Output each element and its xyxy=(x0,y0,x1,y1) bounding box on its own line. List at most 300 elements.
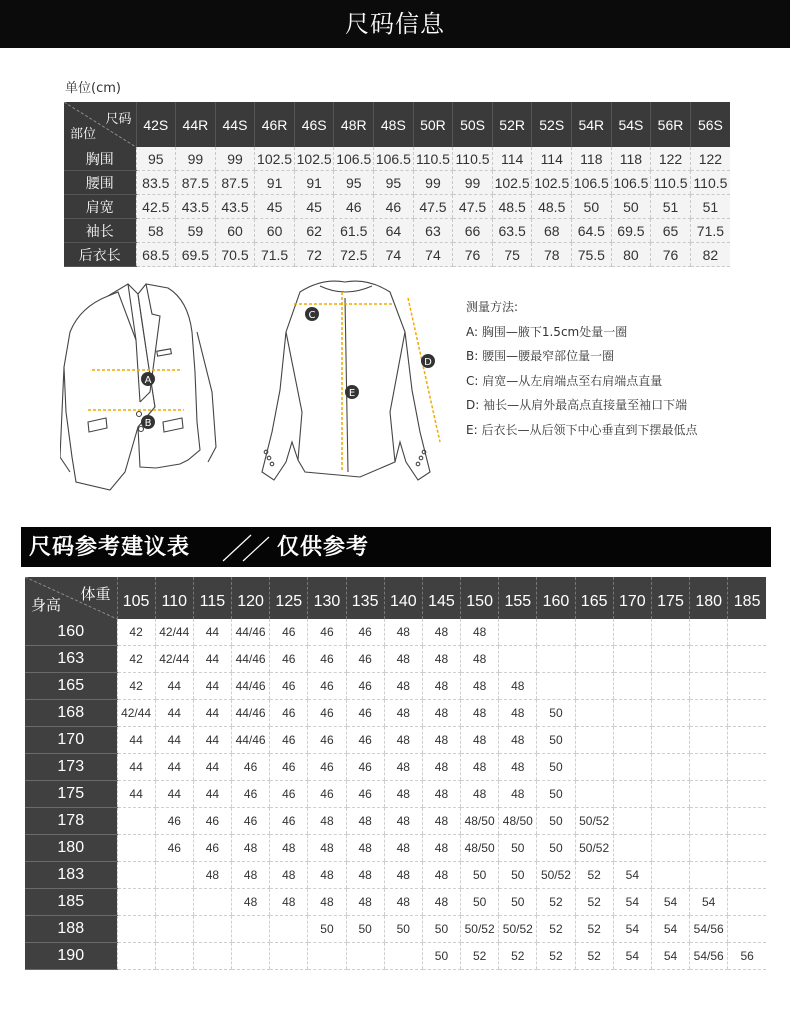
table-cell: 54 xyxy=(613,916,651,943)
table-cell xyxy=(155,916,193,943)
table-cell: 54 xyxy=(613,943,651,970)
table-cell: 48 xyxy=(461,727,499,754)
table-cell: 48 xyxy=(308,889,346,916)
table-cell xyxy=(575,727,613,754)
table-cell xyxy=(690,727,728,754)
measure-item-b: B: 腰围—腰最窄部位量一圈 xyxy=(466,349,615,363)
table-cell xyxy=(346,943,384,970)
table-cell: 95 xyxy=(374,171,414,195)
table-row xyxy=(64,171,730,195)
table-cell xyxy=(690,862,728,889)
table-cell: 48 xyxy=(422,754,460,781)
table-cell: 44 xyxy=(155,754,193,781)
row-label: 肩宽 xyxy=(64,195,136,219)
weight-header-cell: 180 xyxy=(690,577,728,619)
weight-header-cell: 140 xyxy=(384,577,422,619)
table-cell: 46 xyxy=(155,808,193,835)
weight-header-cell: 160 xyxy=(537,577,575,619)
weight-header-cell: 105 xyxy=(117,577,155,619)
table-cell: 106.5 xyxy=(572,171,612,195)
table-cell xyxy=(499,619,537,646)
table-cell: 50 xyxy=(461,889,499,916)
table-cell: 71.5 xyxy=(255,243,295,267)
table-cell: 46 xyxy=(346,781,384,808)
table-cell: 43.5 xyxy=(215,195,255,219)
table-cell: 48 xyxy=(346,889,384,916)
table-cell: 48 xyxy=(461,754,499,781)
table-row xyxy=(25,781,766,808)
size-header-cell: 44R xyxy=(176,102,216,147)
table-cell xyxy=(308,943,346,970)
table-cell xyxy=(613,808,651,835)
table-row xyxy=(25,754,766,781)
table-cell: 80 xyxy=(611,243,651,267)
table-cell xyxy=(728,889,766,916)
table-row xyxy=(25,889,766,916)
table-cell: 76 xyxy=(453,243,493,267)
table-cell: 48 xyxy=(422,673,460,700)
table-cell xyxy=(690,781,728,808)
table-cell: 54 xyxy=(613,862,651,889)
table-cell: 50/52 xyxy=(537,862,575,889)
table-cell: 50 xyxy=(537,808,575,835)
row-label: 胸围 xyxy=(64,147,136,171)
table-cell: 52 xyxy=(537,916,575,943)
table-cell: 48 xyxy=(422,646,460,673)
table-cell: 91 xyxy=(255,171,295,195)
table-cell: 44 xyxy=(193,754,231,781)
table-cell: 46 xyxy=(270,700,308,727)
table-cell: 54/56 xyxy=(690,943,728,970)
corner-size-label: 尺码 xyxy=(105,111,132,126)
table-cell xyxy=(728,727,766,754)
table-cell: 42.5 xyxy=(136,195,176,219)
table-cell: 48 xyxy=(499,727,537,754)
table-cell: 52 xyxy=(461,943,499,970)
table-cell: 48 xyxy=(232,889,270,916)
table-cell xyxy=(651,835,689,862)
table-cell: 42 xyxy=(117,619,155,646)
table-cell xyxy=(155,862,193,889)
table-cell: 70.5 xyxy=(215,243,255,267)
weight-header-cell: 110 xyxy=(155,577,193,619)
table-cell: 46 xyxy=(308,646,346,673)
size-header-cell: 54S xyxy=(611,102,651,147)
table-cell xyxy=(117,916,155,943)
table-cell xyxy=(728,808,766,835)
table-cell: 50 xyxy=(537,700,575,727)
table-cell: 48 xyxy=(308,808,346,835)
measure-item-c: C: 肩宽—从左肩端点至右肩端点直量 xyxy=(466,373,663,388)
size-header-cell: 48S xyxy=(374,102,414,147)
table-cell: 99 xyxy=(215,147,255,171)
table-cell xyxy=(232,916,270,943)
table-cell xyxy=(690,754,728,781)
table-cell: 83.5 xyxy=(136,171,176,195)
table-cell: 102.5 xyxy=(294,147,334,171)
table-cell: 99 xyxy=(413,171,453,195)
table-cell: 72 xyxy=(294,243,334,267)
table-row xyxy=(25,943,766,970)
table-cell xyxy=(613,835,651,862)
table-cell: 50 xyxy=(461,862,499,889)
marker-a: A xyxy=(144,375,152,386)
table-cell: 63 xyxy=(413,219,453,243)
table-cell xyxy=(690,646,728,673)
unit-label: 单位(cm) xyxy=(65,81,121,96)
table-cell: 44 xyxy=(117,727,155,754)
size-header-cell: 52S xyxy=(532,102,572,147)
table-cell: 52 xyxy=(575,889,613,916)
table-cell xyxy=(613,619,651,646)
table-cell: 54 xyxy=(690,889,728,916)
table-cell xyxy=(651,781,689,808)
weight-header-cell: 115 xyxy=(193,577,231,619)
table-cell: 61.5 xyxy=(334,219,374,243)
table-cell xyxy=(651,646,689,673)
table-cell xyxy=(270,916,308,943)
table-cell: 52 xyxy=(499,943,537,970)
table-cell: 44 xyxy=(117,754,155,781)
table-cell: 48 xyxy=(193,862,231,889)
height-label: 180 xyxy=(25,835,117,862)
table-cell xyxy=(651,700,689,727)
table-cell: 46 xyxy=(232,754,270,781)
table-cell: 45 xyxy=(294,195,334,219)
table-cell: 48 xyxy=(346,862,384,889)
table-cell: 64.5 xyxy=(572,219,612,243)
table-cell: 106.5 xyxy=(334,147,374,171)
table-cell: 46 xyxy=(346,673,384,700)
table-cell: 52 xyxy=(575,916,613,943)
table-cell xyxy=(651,754,689,781)
suit-diagram xyxy=(60,272,460,492)
table-cell xyxy=(728,700,766,727)
size-table-corner xyxy=(64,102,136,147)
table-cell: 50 xyxy=(499,835,537,862)
table-cell: 54 xyxy=(651,916,689,943)
reference-title: 尺码参考建议表 xyxy=(29,534,191,560)
measure-item-d: D: 袖长—从肩外最高点直接量至袖口下端 xyxy=(466,398,688,412)
table-cell: 48 xyxy=(499,700,537,727)
size-header-cell: 56S xyxy=(690,102,730,147)
table-cell: 48 xyxy=(308,835,346,862)
table-cell xyxy=(193,916,231,943)
table-cell: 102.5 xyxy=(255,147,295,171)
table-cell: 60 xyxy=(255,219,295,243)
table-cell: 46 xyxy=(270,619,308,646)
table-cell: 122 xyxy=(651,147,691,171)
table-cell xyxy=(690,835,728,862)
table-cell xyxy=(537,619,575,646)
table-cell xyxy=(117,808,155,835)
table-cell xyxy=(728,916,766,943)
weight-header-cell: 170 xyxy=(613,577,651,619)
table-row xyxy=(64,219,730,243)
table-cell xyxy=(690,700,728,727)
table-cell: 50 xyxy=(537,835,575,862)
table-cell: 50/52 xyxy=(461,916,499,943)
table-cell: 46 xyxy=(346,646,384,673)
table-cell: 48 xyxy=(346,808,384,835)
table-cell: 44/46 xyxy=(232,646,270,673)
table-cell xyxy=(155,943,193,970)
table-cell: 110.5 xyxy=(651,171,691,195)
weight-header-cell: 135 xyxy=(346,577,384,619)
table-cell: 42/44 xyxy=(155,619,193,646)
table-cell: 65 xyxy=(651,219,691,243)
table-cell: 76 xyxy=(651,243,691,267)
reference-table-corner xyxy=(25,577,117,619)
table-cell xyxy=(575,646,613,673)
table-cell: 48 xyxy=(499,673,537,700)
table-cell xyxy=(155,889,193,916)
table-cell: 91 xyxy=(294,171,334,195)
table-cell: 42/44 xyxy=(155,646,193,673)
table-cell: 50 xyxy=(537,754,575,781)
table-cell xyxy=(193,889,231,916)
table-cell xyxy=(728,754,766,781)
table-cell xyxy=(499,646,537,673)
table-cell: 48 xyxy=(422,889,460,916)
table-cell: 50 xyxy=(308,916,346,943)
table-cell: 46 xyxy=(334,195,374,219)
height-label: 185 xyxy=(25,889,117,916)
marker-e: E xyxy=(348,388,356,399)
table-cell xyxy=(651,808,689,835)
table-cell xyxy=(575,754,613,781)
size-header-cell: 44S xyxy=(215,102,255,147)
table-cell: 46 xyxy=(346,700,384,727)
table-cell: 48 xyxy=(384,889,422,916)
table-cell: 71.5 xyxy=(690,219,730,243)
table-cell: 48 xyxy=(270,862,308,889)
jacket-front-drawing xyxy=(60,284,216,490)
table-cell: 50 xyxy=(422,943,460,970)
table-cell: 52 xyxy=(537,889,575,916)
table-cell xyxy=(613,727,651,754)
table-cell: 46 xyxy=(193,808,231,835)
table-cell: 44 xyxy=(117,781,155,808)
table-cell: 48 xyxy=(346,835,384,862)
table-cell: 110.5 xyxy=(453,147,493,171)
table-cell: 48 xyxy=(384,835,422,862)
table-cell: 54 xyxy=(651,943,689,970)
table-cell: 48 xyxy=(422,700,460,727)
weight-header-cell: 185 xyxy=(728,577,766,619)
table-cell: 54/56 xyxy=(690,916,728,943)
table-cell: 54 xyxy=(651,889,689,916)
table-cell xyxy=(651,727,689,754)
size-header-cell: 48R xyxy=(334,102,374,147)
table-cell: 50 xyxy=(422,916,460,943)
table-cell: 95 xyxy=(334,171,374,195)
table-cell: 46 xyxy=(270,754,308,781)
table-cell: 50 xyxy=(572,195,612,219)
table-cell xyxy=(232,943,270,970)
table-cell: 46 xyxy=(232,781,270,808)
table-cell xyxy=(117,889,155,916)
table-cell: 48 xyxy=(384,646,422,673)
table-cell: 58 xyxy=(136,219,176,243)
table-cell xyxy=(728,673,766,700)
table-cell xyxy=(575,619,613,646)
table-cell: 110.5 xyxy=(413,147,453,171)
table-cell xyxy=(613,646,651,673)
table-cell xyxy=(651,619,689,646)
table-cell: 102.5 xyxy=(532,171,572,195)
table-cell: 54 xyxy=(613,889,651,916)
table-cell xyxy=(728,862,766,889)
table-cell: 50 xyxy=(537,781,575,808)
table-cell: 87.5 xyxy=(176,171,216,195)
table-cell: 52 xyxy=(537,943,575,970)
size-header-cell: 46R xyxy=(255,102,295,147)
table-row xyxy=(25,727,766,754)
table-cell: 42 xyxy=(117,646,155,673)
corner-height-label: 身高 xyxy=(31,597,62,614)
table-cell: 50 xyxy=(611,195,651,219)
height-label: 175 xyxy=(25,781,117,808)
table-cell: 46 xyxy=(374,195,414,219)
table-cell: 48 xyxy=(232,862,270,889)
table-cell: 44/46 xyxy=(232,673,270,700)
weight-header-cell: 165 xyxy=(575,577,613,619)
table-cell: 82 xyxy=(690,243,730,267)
weight-header-cell: 150 xyxy=(461,577,499,619)
table-cell: 46 xyxy=(308,700,346,727)
table-cell xyxy=(728,835,766,862)
table-cell: 60 xyxy=(215,219,255,243)
table-cell xyxy=(613,781,651,808)
table-cell: 44 xyxy=(193,646,231,673)
size-chart-table xyxy=(64,102,730,267)
height-label: 183 xyxy=(25,862,117,889)
reference-table xyxy=(25,577,766,970)
table-cell: 78 xyxy=(532,243,572,267)
table-cell: 46 xyxy=(346,619,384,646)
table-cell: 46 xyxy=(270,646,308,673)
table-cell xyxy=(117,943,155,970)
table-cell: 52 xyxy=(575,862,613,889)
table-cell: 46 xyxy=(270,808,308,835)
banner-slash xyxy=(221,531,271,563)
table-row xyxy=(25,862,766,889)
height-label: 165 xyxy=(25,673,117,700)
table-cell: 50 xyxy=(384,916,422,943)
table-cell: 44 xyxy=(193,727,231,754)
table-cell: 48 xyxy=(232,835,270,862)
size-header-cell: 54R xyxy=(572,102,612,147)
table-cell xyxy=(384,943,422,970)
table-cell xyxy=(575,781,613,808)
table-row xyxy=(25,646,766,673)
weight-header-cell: 145 xyxy=(422,577,460,619)
height-label: 178 xyxy=(25,808,117,835)
table-cell: 44 xyxy=(193,619,231,646)
table-cell: 118 xyxy=(572,147,612,171)
height-label: 188 xyxy=(25,916,117,943)
table-cell: 48/50 xyxy=(461,835,499,862)
table-cell xyxy=(537,673,575,700)
table-cell: 50/52 xyxy=(575,808,613,835)
table-cell: 46 xyxy=(270,727,308,754)
table-cell: 45 xyxy=(255,195,295,219)
reference-banner xyxy=(21,527,771,567)
table-cell xyxy=(690,673,728,700)
table-cell: 46 xyxy=(346,727,384,754)
table-cell: 62 xyxy=(294,219,334,243)
table-cell: 46 xyxy=(346,754,384,781)
table-cell: 72.5 xyxy=(334,243,374,267)
table-cell: 63.5 xyxy=(492,219,532,243)
table-cell: 99 xyxy=(453,171,493,195)
table-cell: 48/50 xyxy=(461,808,499,835)
table-cell: 48 xyxy=(461,646,499,673)
height-label: 173 xyxy=(25,754,117,781)
table-cell xyxy=(270,943,308,970)
table-cell: 48 xyxy=(384,673,422,700)
table-cell: 44 xyxy=(155,700,193,727)
table-cell: 48 xyxy=(384,781,422,808)
table-cell: 48 xyxy=(422,619,460,646)
table-cell: 48 xyxy=(422,727,460,754)
table-cell: 48 xyxy=(384,754,422,781)
size-header-cell: 56R xyxy=(651,102,691,147)
size-header-cell: 50R xyxy=(413,102,453,147)
table-cell xyxy=(193,943,231,970)
table-cell xyxy=(651,862,689,889)
table-cell: 46 xyxy=(308,781,346,808)
table-cell: 44 xyxy=(193,781,231,808)
table-cell xyxy=(575,673,613,700)
weight-header-cell: 175 xyxy=(651,577,689,619)
row-label: 腰围 xyxy=(64,171,136,195)
table-cell: 48 xyxy=(422,808,460,835)
table-cell: 110.5 xyxy=(690,171,730,195)
table-cell: 48 xyxy=(499,754,537,781)
weight-header-cell: 130 xyxy=(308,577,346,619)
table-cell: 48.5 xyxy=(492,195,532,219)
table-cell xyxy=(117,862,155,889)
table-cell: 50 xyxy=(537,727,575,754)
table-cell: 44 xyxy=(155,673,193,700)
weight-header-cell: 125 xyxy=(270,577,308,619)
table-cell xyxy=(728,781,766,808)
table-cell: 52 xyxy=(575,943,613,970)
table-cell: 46 xyxy=(270,781,308,808)
table-cell: 46 xyxy=(193,835,231,862)
size-header-cell: 52R xyxy=(492,102,532,147)
table-cell: 102.5 xyxy=(492,171,532,195)
table-cell: 114 xyxy=(532,147,572,171)
table-cell: 68.5 xyxy=(136,243,176,267)
table-cell xyxy=(575,700,613,727)
weight-header-cell: 120 xyxy=(232,577,270,619)
table-cell xyxy=(117,835,155,862)
measure-method xyxy=(466,295,697,442)
row-label: 后衣长 xyxy=(64,243,136,267)
table-cell: 44/46 xyxy=(232,727,270,754)
table-cell: 42/44 xyxy=(117,700,155,727)
height-label: 170 xyxy=(25,727,117,754)
jacket-back-drawing xyxy=(262,281,430,480)
size-header-cell: 46S xyxy=(294,102,334,147)
table-cell: 44 xyxy=(155,781,193,808)
table-cell: 47.5 xyxy=(413,195,453,219)
table-cell: 51 xyxy=(651,195,691,219)
size-header-cell: 50S xyxy=(453,102,493,147)
